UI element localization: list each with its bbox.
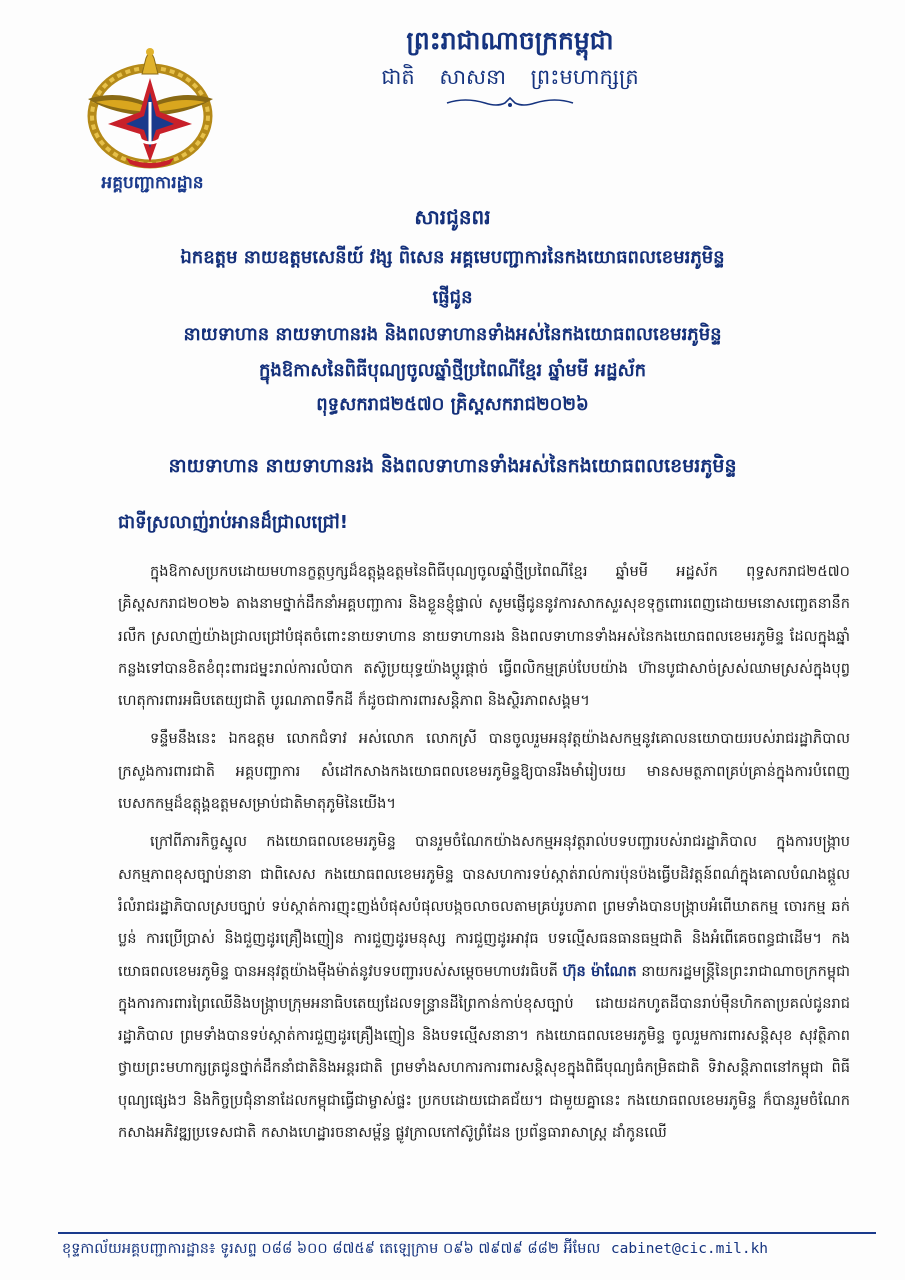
occasion-line: ក្នុងឱកាសនៃពិធីបុណ្យចូលឆ្នាំថ្មីប្រពៃណីខ្មែរ ឆ្នាំមមី អដ្ឋស័ក — [258, 360, 647, 381]
agency-name: អគ្គបញ្ជាការដ្ឋាន — [101, 173, 204, 193]
date-line: ពុទ្ធសករាជ២៥៧០ គ្រិស្តសករាជ២០២៦ — [316, 394, 589, 415]
footer-phone-label: ទូរសព្ទ — [219, 1241, 257, 1257]
footer-divider — [58, 1232, 876, 1234]
letter-title: សារជូនពរ — [414, 205, 491, 229]
footer-phone: ០៨៨ ៦០០ ៨៧៥៩ — [261, 1241, 375, 1257]
footer-office: ខុទ្ទកាល័យអគ្គបញ្ជាការដ្ឋាន៖ — [62, 1241, 216, 1257]
ornament-divider-icon — [445, 96, 575, 110]
salutation: ជាទីស្រលាញ់រាប់អានដ៏ជ្រាលជ្រៅ! — [118, 512, 348, 533]
footer-email-link[interactable]: cabinet@cic.mil.kh — [610, 1241, 769, 1257]
national-motto: ជាតិ សាសនា ព្រះមហាក្សត្រ — [381, 65, 639, 89]
send-to-line: ផ្ញើជូន — [432, 287, 473, 308]
prime-minister-name: ហ៊ុន ម៉ាណែត — [562, 962, 637, 980]
paragraph-1: ក្នុងឱកាសប្រកបដោយមហានក្ខត្តឫក្សដ៏ឧត្តុង្គឧត្តមនៃពិធីបុណ្យចូលឆ្នាំថ្មីប្រពៃណីខ្មែរ ឆ្នាំមមី អដ្ឋស័ក ពុទ្ធសករាជ២៥៧០ គ្រិស្តសករាជ២០២៦ តាងនាមថ្នាក់ដឹកនាំអគ្គបញ្ជាការ និងខ្លួនខ្ញុំផ្ទាល់ សូមផ្ញើជូននូវការសាកសួរសុខទុក្ខពោរពេញដោយមនោសញ្ចេតនានឹករលឹក ស្រលាញ់យ៉ាងជ្រាលជ្រៅបំផុតចំពោះនាយទាហាន នាយទាហានរង និងពលទាហានទាំងអស់នៃកងយោធពលខេមរភូមិន្ទ ដែលក្នុងឆ្នាំកន្លងទៅបានខិតខំពុះពារជម្នះរាល់ការលំបាក តស៊ូប្រយុទ្ធយ៉ាងប្តូរផ្តាច់ ធ្វើពលិកម្មគ្រប់បែបយ៉ាង ហ៊ានបូជាសាច់ស្រស់ឈាមស្រស់ក្នុងបុព្វហេតុការពារអធិបតេយ្យជាតិ បូរណភាពទឹកដី ក៏ដូចជាការពារសន្តិភាព និងស្ថិរភាពសង្គម។ — [118, 563, 850, 710]
kingdom-title: ព្រះរាជាណាចក្រកម្ពុជា — [406, 26, 614, 55]
footer-contact — [62, 1240, 880, 1261]
military-emblem-icon — [78, 44, 223, 169]
footer-telegram-label: តេឡេក្រាម — [379, 1241, 439, 1257]
addressee-heading: នាយទាហាន នាយទាហានរង និងពលទាហានទាំងអស់នៃកងយោធពលខេមរភូមិន្ទ — [168, 455, 737, 477]
paragraph-3-part-b: នាយករដ្ឋមន្ត្រីនៃព្រះរាជាណាចក្រកម្ពុជា ក្នុងការការពារព្រៃឈើនិងបង្ក្រាបក្រុមអនាធិបតេយ្យដែលទន្ទ្រានដីព្រៃកាន់កាប់ខុសច្បាប់ ដោយដកហូតដីបានរាប់ម៉ឺនហិកតាប្រគល់ជូនរាជរដ្ឋាភិបាល ព្រមទាំងបានទប់ស្កាត់ការជួញដូរគ្រឿងញៀន និងបទល្មើសនានា។ កងយោធពលខេមរភូមិន្ទ ចូលរួមការពារសន្តិសុខ សុវត្ថិភាព ថ្វាយព្រះមហាក្សត្រជូនថ្នាក់ដឹកនាំជាតិនិងអន្តរជាតិ ព្រមទាំងសហការការពារសន្តិសុខក្នុងពិធីបុណ្យធំកម្រិតជាតិ ទិវាសន្តិភាពនៅកម្ពុជា ពិធីបុណ្យផ្សេងៗ និងកិច្ចប្រជុំនានាដែលកម្ពុជាធ្វើជាម្ចាស់ផ្ទះ ប្រកបដោយជោគជ័យ។ ជាមួយគ្នានេះ កងយោធពលខេមរភូមិន្ទ ក៏បានរួមចំណែកកសាងអភិវឌ្ឍប្រទេសជាតិ កសាងហេដ្ឋារចនាសម្ព័ន្ធ ផ្លូវក្រាលកៅស៊ូព្រំដែន ប្រព័ន្ធធារាសាស្ត្រ ដាំកូនឈើ — [118, 962, 851, 1142]
paragraph-2: ទន្ទឹមនឹងនេះ ឯកឧត្តម លោកជំទាវ អស់លោក លោកស្រី បានចូលរួមអនុវត្តយ៉ាងសកម្មនូវគោលនយោបាយរបស់រាជរដ្ឋាភិបាល ក្រសួងការពារជាតិ អគ្គបញ្ជាការ សំដៅកសាងកងយោធពលខេមរភូមិន្ទឱ្យបានរឹងមាំរៀបរយ មានសមត្ថភាពគ្រប់គ្រាន់ក្នុងការបំពេញបេសកកម្មដ៏ឧត្តុង្គឧត្តមសម្រាប់ជាតិមាតុភូមិនៃយើង។ — [118, 730, 850, 813]
paragraph-3-part-a: ក្រៅពីភារកិច្ចស្នូល កងយោធពលខេមរភូមិន្ទ បានរួមចំណែកយ៉ាងសកម្មអនុវត្តរាល់បទបញ្ជារបស់រាជរដ្ឋាភិបាល ក្នុងការបង្ក្រាបសកម្មភាពខុសច្បាប់នានា ជាពិសេស កងយោធពលខេមរភូមិន្ទ បានសហការទប់ស្កាត់រាល់ការប៉ុនប៉ងធ្វើបដិវត្តន៍ពណ៌ក្នុងគោលបំណងផ្តួលរំលំរាជរដ្ឋាភិបាលស្របច្បាប់ ទប់ស្កាត់ការញុះញង់បំផុសបំផុលបង្កចលាចលតាមគ្រប់រូបភាព ព្រមទាំងបានបង្ក្រាបអំពើឃាតកម្ម ចោរកម្ម ឆក់ ប្លន់ ការប្រើប្រាស់ និងជួញដូរគ្រឿងញៀន ការជួញដូរមនុស្ស ការជួញដូរអាវុធ បទល្មើសធនធានធម្មជាតិ និងអំពើគេចពន្ធជាដើម។ កងយោធពលខេមរភូមិន្ទ បានអនុវត្តយ៉ាងម៉ឺងម៉ាត់នូវបទបញ្ជារបស់សម្តេចមហាបវរធិបតី — [118, 833, 850, 980]
recipients-line: នាយទាហាន នាយទាហានរង និងពលទាហានទាំងអស់នៃកងយោធពលខេមរភូមិន្ទ — [183, 324, 722, 345]
letter-body — [118, 556, 850, 1155]
paragraph-3 — [118, 826, 850, 1149]
sender-line: ឯកឧត្តម នាយឧត្តមសេនីយ៍ វង្ស ពិសេន អគ្គមេបញ្ជាការនៃកងយោធពលខេមរភូមិន្ទ — [180, 247, 725, 268]
footer-telegram: ០៩៦ ៧៩៧៩ ៨៨២ — [442, 1241, 559, 1257]
footer-email-label: អ៊ីមែល — [563, 1241, 601, 1257]
